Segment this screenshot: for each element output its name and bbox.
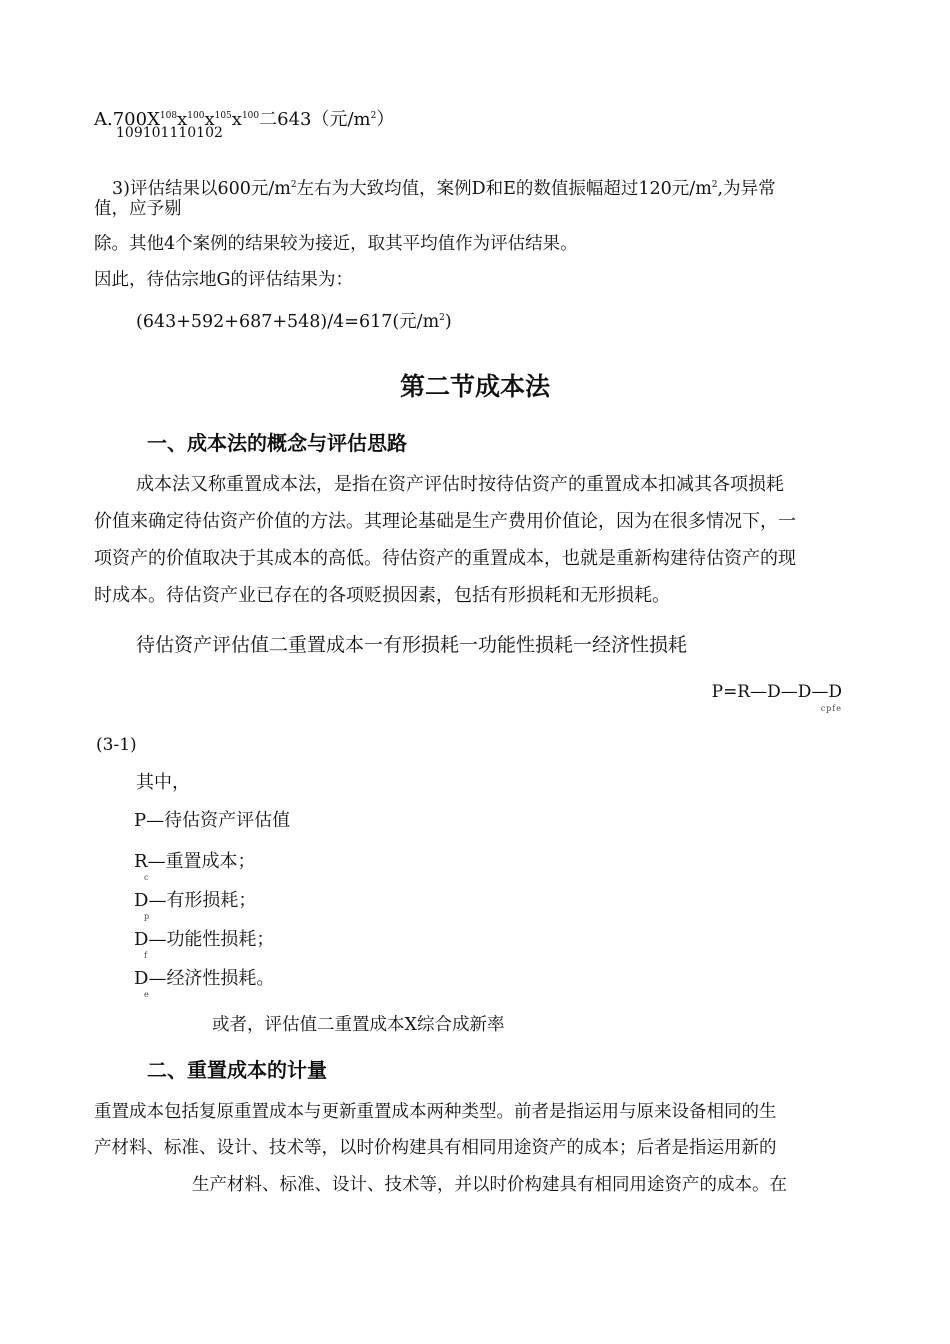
definition-df-symbol: D [134,929,149,950]
formula-a-times-3: x [231,109,242,130]
definition-dp-text: —有形损耗； [148,890,257,911]
formula-a-exp-3: 105 [214,111,232,121]
definition-rc-symbol: R [134,851,148,872]
formula-a-exp-1: 108 [159,111,178,121]
definition-p-text: —待估资产评估值 [146,810,291,831]
definition-de-text: —经济性损耗。 [148,968,275,989]
formula-a-times-1: x [177,109,188,130]
formula-a-result: 二643（元/m [259,109,371,130]
definition-de-symbol: D [134,968,149,989]
definition-rc-text: —重置成本； [147,851,256,872]
result-text-3: ,为异常 [717,179,776,199]
formula-words: 待估资产评估值二重置成本一有形损耗一功能性损耗一经济性损耗 [136,634,688,656]
definition-df-text: —功能性损耗； [148,929,275,950]
formula-a-unit-sup: 2 [370,111,377,121]
replacement-line-1: 重置成本包括复原重置成本与更新重置成本两种类型。前者是指运用与原来设备相同的生 [94,1102,777,1122]
formula-a-exp-2: 100 [187,111,205,121]
result-sup-1: 2 [290,180,297,190]
where-label: 其中， [136,772,190,793]
result-paragraph-line-2: 值，应予剔 [94,199,182,219]
formula-symbol-subscripts: cpfe [820,704,842,713]
calc-close: ) [444,312,452,332]
replacement-line-3: 生产材料、标准、设计、技术等，并以时价构建具有相同用途资产的成本。在 [192,1175,787,1195]
subsection-1-title: 一、成本法的概念与评估思路 [147,431,407,455]
concept-line-1: 成本法又称重置成本法，是指在资产评估时按待估资产的重置成本扣减其各项损耗 [136,474,784,495]
definition-de-sub: e [144,990,149,999]
definition-rc [134,850,256,874]
definition-p [134,809,290,833]
subsection-2-title: 二、重置成本的计量 [147,1058,327,1082]
result-sup-2: 2 [711,180,718,190]
result-text-2: 左右为大致均值，案例D和E的数值振幅超过120元/m [296,179,712,199]
therefore-paragraph: 因此，待估宗地G的评估结果为： [94,270,353,290]
definition-p-symbol: P [134,810,147,831]
formula-number: (3-1) [96,735,137,755]
definition-de [134,967,274,991]
formula-a-lead: A.700X [94,109,160,130]
section-title: 第二节成本法 [399,372,550,401]
alt-formula: 或者，评估值二重置成本X综合成新率 [212,1015,505,1035]
remove-paragraph: 除。其他4个案例的结果较为接近，取其平均值作为评估结果。 [94,234,578,254]
concept-line-4: 时成本。待估资产业已存在的各项贬损因素，包括有形损耗和无形损耗。 [94,585,670,606]
concept-line-3: 项资产的价值取决于其成本的高低。待估资产的重置成本，也就是重新构建待估资产的现 [94,548,796,569]
result-paragraph-line-1 [112,173,776,201]
concept-line-2: 价值来确定待估资产价值的方法。其理论基础是生产费用价值论，因为在很多情况下，一 [94,511,796,532]
calc-line [136,306,452,334]
definition-df [134,928,274,952]
definition-rc-sub: c [144,873,149,882]
formula-a-denominators: 109101110102 [116,125,223,141]
calc-sup: 2 [439,313,445,323]
replacement-line-2: 产材料、标准、设计、技术等，以时价构建具有相同用途资产的成本；后者是指运用新的 [94,1138,777,1158]
formula-a-times-2: x [204,109,215,130]
formula-symbols: P=R—D—D—D [711,682,842,702]
result-text-1: 3)评估结果以600元/m [112,179,291,199]
formula-a-exp-4: 100 [241,111,260,121]
formula-a-close: ） [376,109,395,130]
definition-df-sub: f [144,951,147,960]
definition-dp-symbol: D [134,890,149,911]
calc-text: (643+592+687+548)/4=617(元/m [136,312,440,332]
definition-dp [134,889,256,913]
definition-dp-sub: p [144,912,150,921]
